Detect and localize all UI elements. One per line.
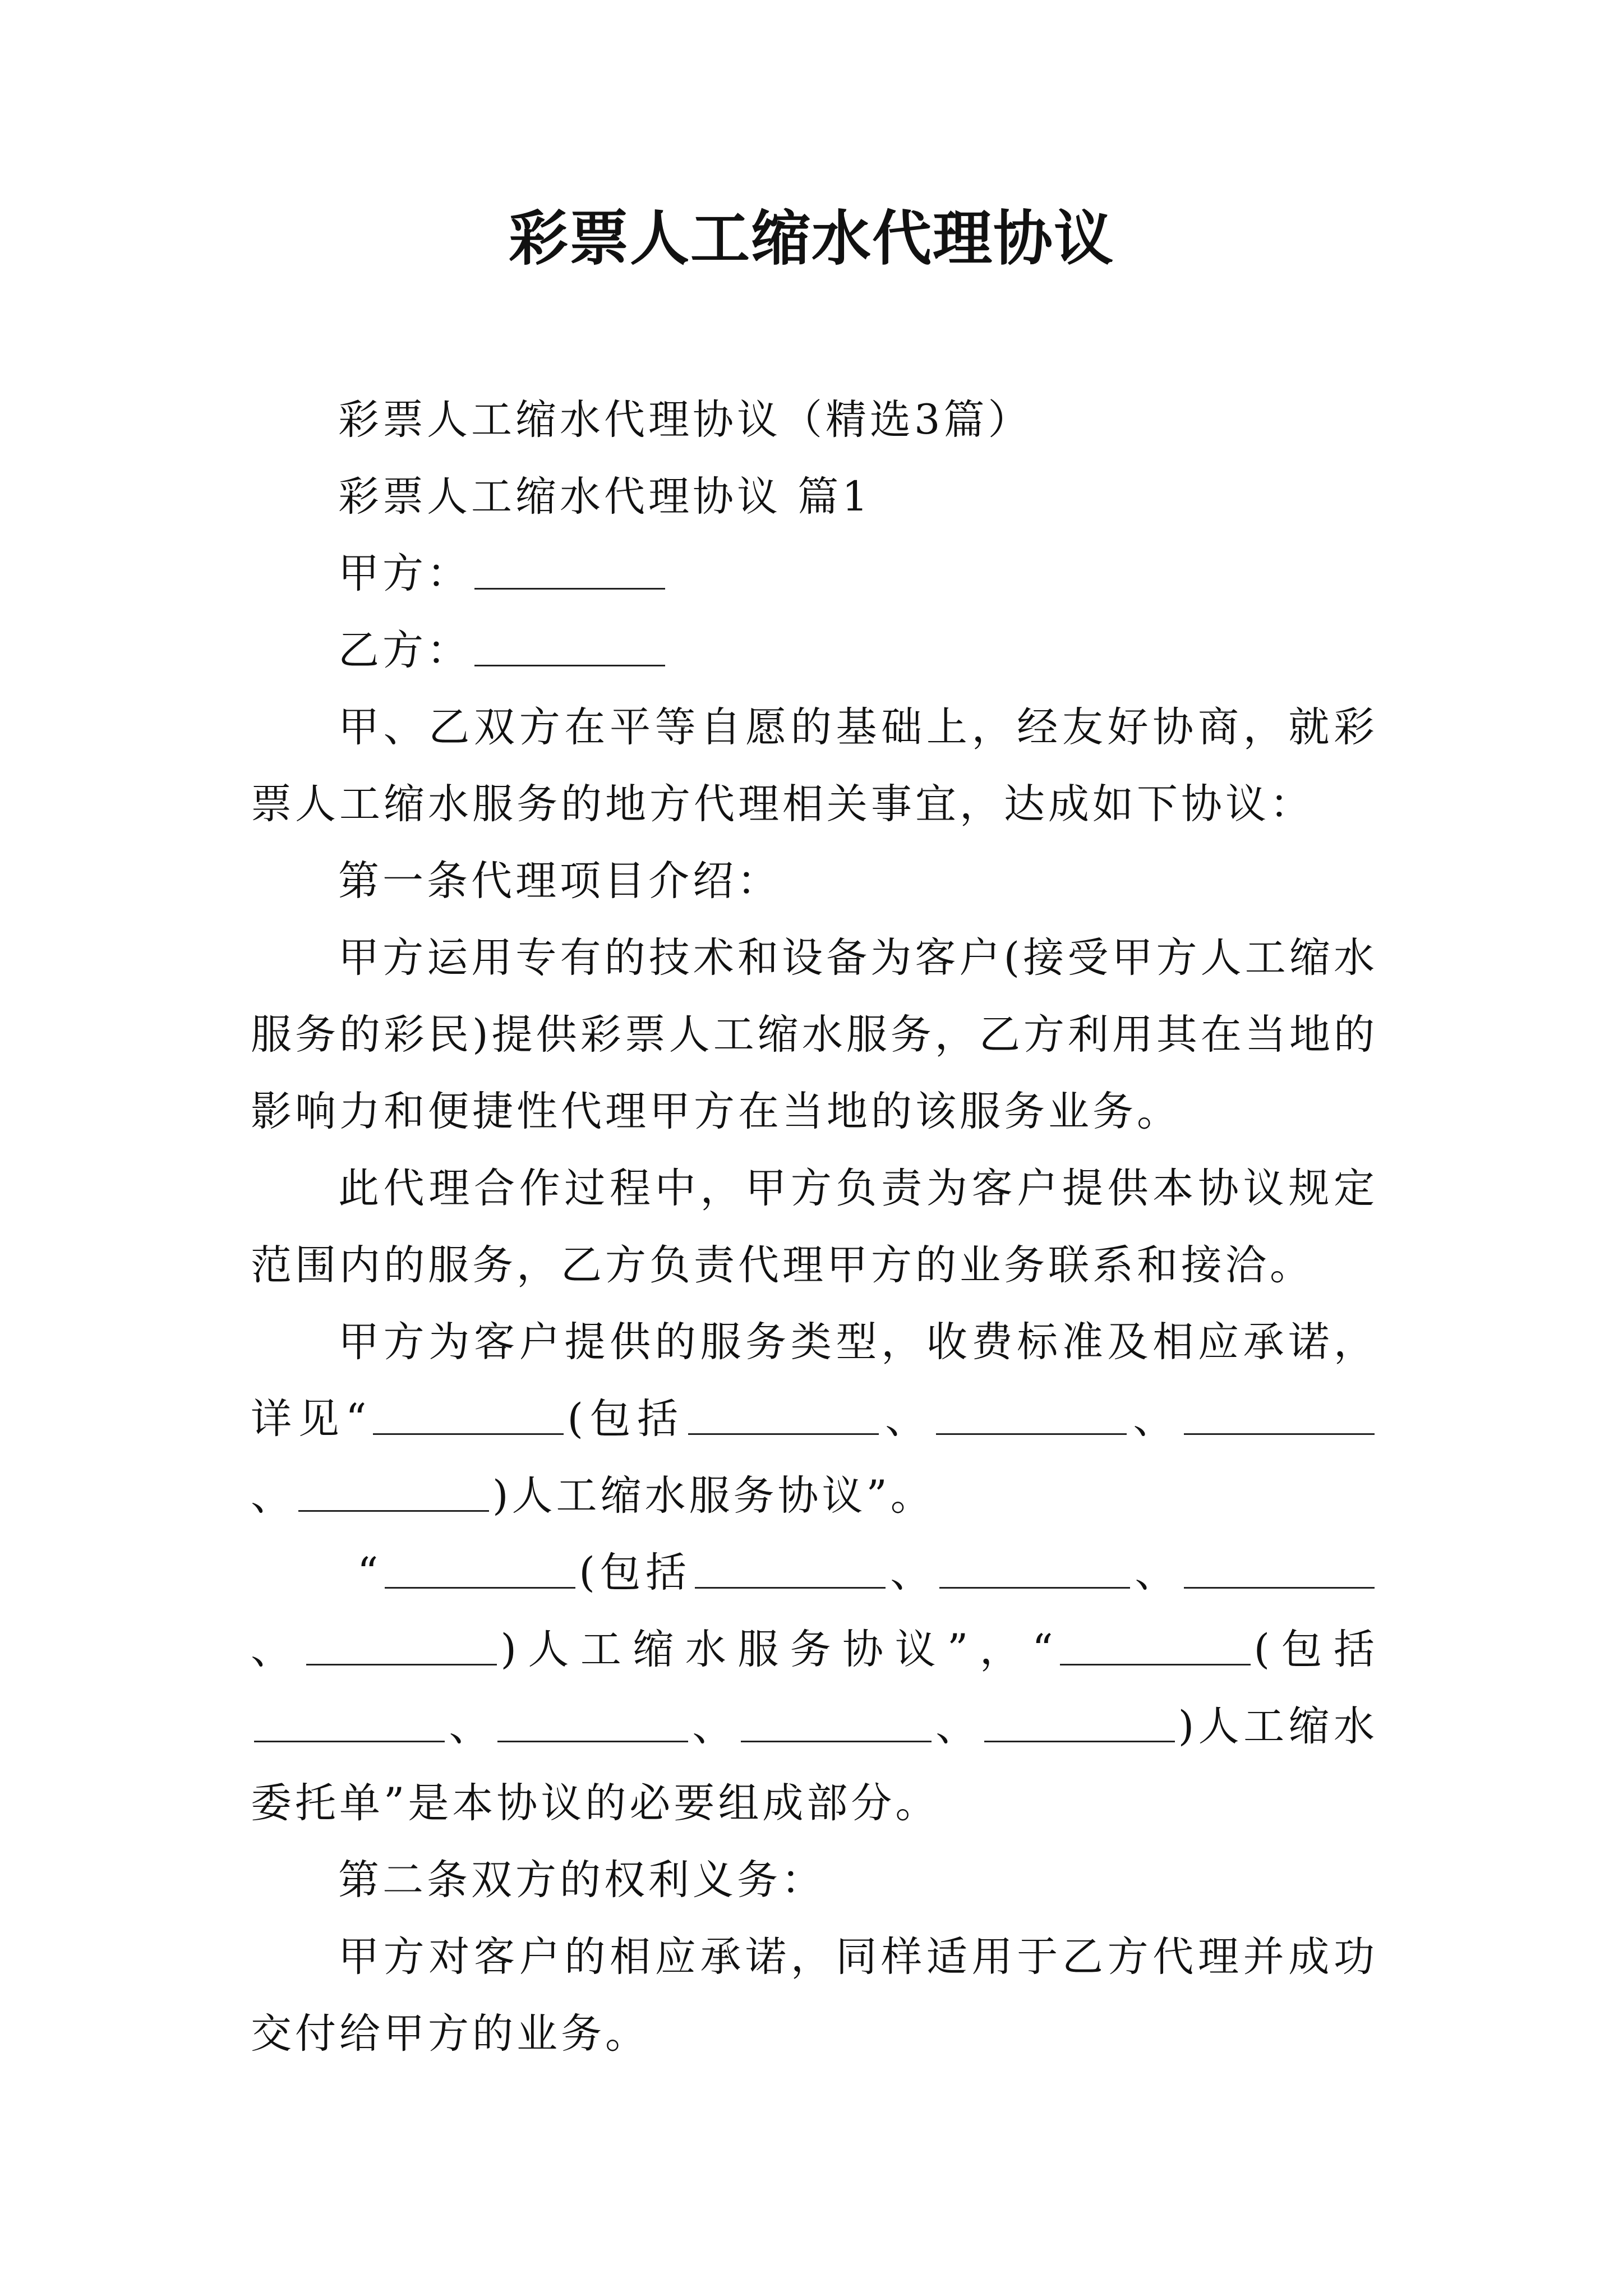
p4-text-3: (包括 — [1253, 1626, 1378, 1673]
party-b-label: 乙方： — [338, 627, 471, 674]
p3-text-3: )人工缩水服务协议”。 — [492, 1472, 935, 1520]
intro-paragraph: 甲、乙双方在平等自愿的基础上，经友好协商，就彩票人工缩水服务的地方代理相关事宜，达成如下协议： — [251, 703, 1378, 828]
p4-blank-4 — [1184, 1546, 1375, 1589]
p4-blank-6 — [1060, 1623, 1251, 1665]
article1-paragraph-2: 此代理合作过程中，甲方负责为客户提供本协议规定范围内的服务，乙方负责代理甲方的业务联系和接洽。 — [251, 1165, 1378, 1289]
p4-sep-2: 、 — [1133, 1549, 1181, 1596]
p4-sep-6: 、 — [934, 1703, 981, 1750]
p4-blank-8 — [497, 1700, 688, 1742]
p3-blank-3 — [936, 1392, 1127, 1435]
p4-sep-3: 、 — [251, 1626, 303, 1673]
section-heading: 彩票人工缩水代理协议 篇1 — [338, 473, 872, 521]
p4-sep-4: 、 — [448, 1703, 494, 1750]
p3-blank-5 — [298, 1469, 489, 1512]
p3-text-1: 甲方为客户提供的服务类型，收费标准及相应承诺，详见“ — [251, 1318, 1378, 1443]
party-a-line — [251, 535, 1378, 612]
p4-blank-1 — [385, 1546, 575, 1589]
party-b-line — [251, 612, 1378, 689]
p4-sep-1: 、 — [888, 1549, 936, 1596]
p3-text-2: (包括 — [567, 1395, 685, 1443]
article2-heading: 第二条双方的权利义务： — [338, 1856, 826, 1904]
article1-heading: 第一条代理项目介绍： — [338, 857, 781, 905]
party-b-blank — [474, 624, 665, 666]
p4-blank-2 — [695, 1546, 886, 1589]
p4-blank-9 — [741, 1700, 932, 1742]
article1-paragraph-3 — [251, 1304, 1378, 1534]
party-a-label: 甲方： — [338, 550, 471, 597]
document-title: 彩票人工缩水代理协议 — [509, 203, 1114, 273]
p4-blank-5 — [306, 1623, 497, 1665]
p4-text-2: )人工缩水服务协议”，“ — [500, 1626, 1057, 1673]
p4-blank-7 — [254, 1700, 445, 1742]
p3-sep-1: 、 — [882, 1395, 933, 1443]
p4-text-1: (包括 — [579, 1549, 691, 1596]
p4-text-4: )人工缩水委托单”是本协议的必要组成部分。 — [251, 1703, 1378, 1827]
p3-blank-4 — [1184, 1392, 1375, 1435]
article1-paragraph-1: 甲方运用专有的技术和设备为客户(接受甲方人工缩水服务的彩民)提供彩票人工缩水服务，乙方利用其在当地的影响力和便捷性代理甲方在当地的该服务业务。 — [251, 934, 1378, 1135]
document-subtitle: 彩票人工缩水代理协议（精选3篇） — [338, 396, 1032, 444]
p3-blank-1 — [373, 1392, 564, 1435]
p4-blank-3 — [939, 1546, 1130, 1589]
p3-blank-2 — [688, 1392, 879, 1435]
p4-open-quote: “ — [357, 1549, 382, 1596]
article2-paragraph-1: 甲方对客户的相应承诺，同样适用于乙方代理并成功交付给甲方的业务。 — [251, 1933, 1378, 2058]
p3-sep-2: 、 — [1129, 1395, 1181, 1443]
p4-blank-10 — [984, 1700, 1175, 1742]
article1-paragraph-4 — [251, 1534, 1378, 1842]
party-a-blank — [474, 547, 665, 590]
document-body — [251, 381, 1378, 2072]
p3-sep-3: 、 — [251, 1472, 295, 1520]
p4-sep-5: 、 — [691, 1703, 737, 1750]
